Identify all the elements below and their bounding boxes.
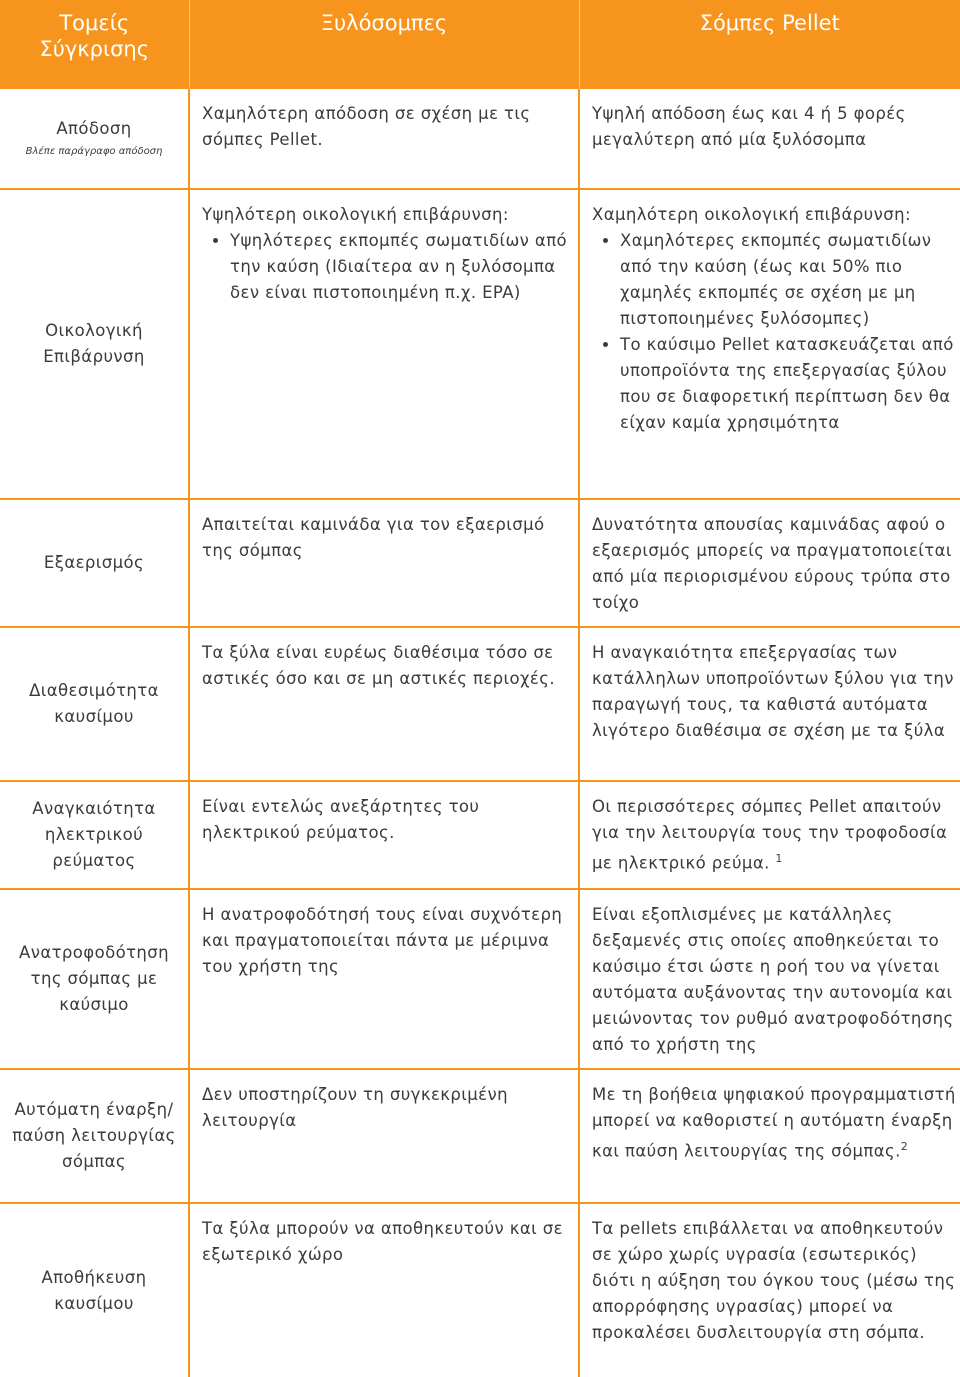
wood-electricity: Είναι εντελώς ανεξάρτητες του ηλεκτρικού ρεύματος. bbox=[189, 781, 579, 889]
table-row bbox=[0, 89, 960, 189]
header-comparison-areas: Τομείς Σύγκρισης bbox=[0, 0, 189, 89]
footnote-2: 2 bbox=[900, 1140, 909, 1153]
table-row bbox=[0, 189, 960, 499]
wood-auto-start-stop: Δεν υποστηρίζουν τη συγκεκριμένη λειτουργία bbox=[189, 1069, 579, 1203]
wood-eco-burden bbox=[189, 189, 579, 499]
pellet-electricity-text: Οι περισσότερες σόμπες Pellet απαιτούν για την λειτουργία τους την τροφοδοσία με ηλεκτρικό ρεύμα. bbox=[592, 797, 948, 873]
see-paragraph-note: Βλέπε παράγραφο απόδοση bbox=[25, 145, 163, 157]
row-label-auto-start-stop: Αυτόματη έναρξη/ παύση λειτουργίας σόμπας bbox=[0, 1069, 189, 1203]
footnote-1: 1 bbox=[775, 852, 783, 865]
pellet-performance: Υψηλή απόδοση έως και 4 ή 5 φορές μεγαλύτερη από μία ξυλόσομπα bbox=[579, 89, 960, 189]
row-label-eco-burden: Οικολογική Επιβάρυνση bbox=[0, 189, 189, 499]
wood-ventilation: Απαιτείται καμινάδα για τον εξαερισμό της σόμπας bbox=[189, 499, 579, 627]
row-label-electricity: Αναγκαιότητα ηλεκτρικού ρεύματος bbox=[0, 781, 189, 889]
table-row bbox=[0, 781, 960, 889]
table-row bbox=[0, 1203, 960, 1377]
pellet-auto-start-stop-text: Με τη βοήθεια ψηφιακού προγραμματιστή μπορεί να καθοριστεί η αυτόματη έναρξη και παύση λειτουργίας της σόμπας. bbox=[592, 1085, 956, 1161]
wood-fuel-availability: Τα ξύλα είναι ευρέως διαθέσιμα τόσο σε αστικές όσο και σε μη αστικές περιοχές. bbox=[189, 627, 579, 781]
pellet-eco-list bbox=[592, 228, 956, 436]
header-pellet-stoves: Σόμπες Pellet bbox=[579, 0, 960, 89]
wood-refueling: Η ανατροφοδότησή τους είναι συχνότερη και πραγματοποιείται πάντα με μέριμνα του χρήστη της bbox=[189, 889, 579, 1069]
list-item: • Χαμηλότερες εκπομπές σωματιδίων από την καύση (έως και 50% πιο χαμηλές εκπομπές σε σχέση με μη πιστοποιημένες ξυλόσομπες) bbox=[620, 228, 956, 332]
pellet-eco-burden bbox=[579, 189, 960, 499]
row-label-fuel-storage: Αποθήκευση καυσίμου bbox=[41, 1267, 147, 1313]
table-row bbox=[0, 499, 960, 627]
pellet-fuel-availability: Η αναγκαιότητα επεξεργασίας των κατάλληλων υποπροϊόντων ξύλου για την παραγωγή τους, τα καθιστά αυτόματα λιγότερο διαθέσιμα σε σχέση με τα ξύλα bbox=[579, 627, 960, 781]
pellet-eco-intro: Χαμηλότερη οικολογική επιβάρυνση: bbox=[592, 205, 911, 224]
row-label-fuel-availability: Διαθεσιμότητα καυσίμου bbox=[0, 627, 189, 781]
row-label-refueling: Ανατροφοδότηση της σόμπας με καύσιμο bbox=[0, 889, 189, 1069]
wood-performance: Χαμηλότερη απόδοση σε σχέση με τις σόμπες Pellet. bbox=[189, 89, 579, 189]
row-label-ventilation: Εξαερισμός bbox=[0, 499, 189, 627]
pellet-electricity bbox=[579, 781, 960, 889]
header-wood-stoves: Ξυλόσομπες bbox=[189, 0, 579, 89]
pellet-fuel-storage: Τα pellets επιβάλλεται να αποθηκευτούν σε χώρο χωρίς υγρασία (εσωτερικός) διότι η αύξηση του όγκου τους (μέσω της απορρόφησης υγρασίας) μπορεί να προκαλέσει δυσλειτουργία στη σόμπα. bbox=[579, 1203, 960, 1377]
wood-eco-list bbox=[202, 228, 574, 306]
table-row bbox=[0, 1069, 960, 1203]
table-row bbox=[0, 627, 960, 781]
header-row bbox=[0, 0, 960, 89]
wood-fuel-storage: Τα ξύλα μπορούν να αποθηκευτούν και σε εξωτερικό χώρο bbox=[189, 1203, 579, 1377]
pellet-refueling: Είναι εξοπλισμένες με κατάλληλες δεξαμενές στις οποίες αποθηκεύεται το καύσιμο έτσι ώστε η ροή του να γίνεται αυτόματα αυξάνοντας την αυτονομία και μειώνοντας τον ρυθμό ανατροφοδότησης από το χρήστη της bbox=[579, 889, 960, 1069]
pellet-ventilation: Δυνατότητα απουσίας καμινάδας αφού ο εξαερισμός μπορείς να πραγματοποιείται από μία περιορισμένου εύρους τρύπα στο τοίχο bbox=[579, 499, 960, 627]
row-label-text: Απόδοση bbox=[56, 118, 132, 138]
wood-eco-intro: Υψηλότερη οικολογική επιβάρυνση: bbox=[202, 205, 509, 224]
list-item: • Υψηλότερες εκπομπές σωματιδίων από την καύση (Ιδιαίτερα αν η ξυλόσομπα δεν είναι πιστοποιημένη π.χ. EPA) bbox=[230, 228, 574, 306]
pellet-auto-start-stop bbox=[579, 1069, 960, 1203]
row-label-performance bbox=[0, 89, 189, 189]
table-row bbox=[0, 889, 960, 1069]
list-item: • Το καύσιμο Pellet κατασκευάζεται από υποπροϊόντα της επεξεργασίας ξύλου που σε διαφορετική περίπτωση δεν θα είχαν καμία χρησιμότητα bbox=[620, 332, 956, 436]
